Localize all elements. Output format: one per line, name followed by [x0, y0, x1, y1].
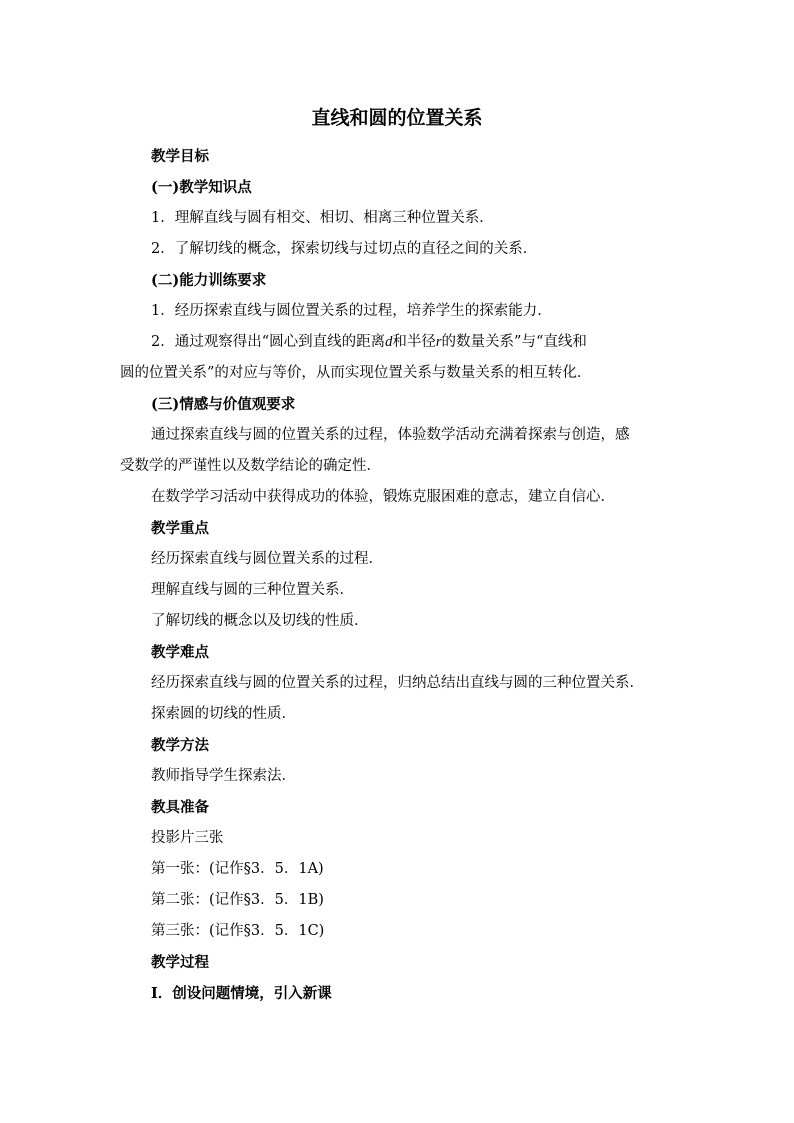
- tools-item-2: 第二张：(记作§3．5．1B): [151, 892, 324, 908]
- ability-item-1: 1．经历探索直线与圆位置关系的过程，培养学生的探索能力．: [151, 303, 552, 319]
- method-item-1: 教师指导学生探索法．: [151, 768, 296, 784]
- emotion-item-1-continued: 受数学的严谨性以及数学结论的确定性．: [120, 458, 381, 474]
- ability-item-2: [120, 327, 680, 358]
- key-point-3: 了解切线的概念以及切线的性质．: [151, 613, 369, 629]
- key-point-1: 经历探索直线与圆位置关系的过程．: [151, 551, 383, 567]
- difficult-point-2: 探索圆的切线的性质．: [151, 706, 296, 722]
- variable-r: r: [435, 334, 442, 350]
- knowledge-item-1: 1．理解直线与圆有相交、相切、相离三种位置关系．: [151, 210, 494, 226]
- heading-teaching-goals: 教学目标: [151, 148, 209, 165]
- variable-d: d: [385, 334, 393, 350]
- ability-item-2-continued: 圆的位置关系”的对应与等价，从而实现位置关系与数量关系的相互转化．: [120, 365, 592, 381]
- heading-teaching-method: 教学方法: [151, 737, 209, 754]
- emotion-item-2: 在数学学习活动中获得成功的体验，锻炼克服困难的意志，建立自信心．: [151, 489, 615, 505]
- tools-item-3: 第三张：(记作§3．5．1C): [151, 923, 325, 939]
- tools-item-0: 投影片三张: [151, 830, 224, 846]
- heading-ability-requirements: (二)能力训练要求: [151, 272, 267, 289]
- heading-emotion-values: (三)情感与价值观要求: [151, 396, 296, 413]
- heading-teaching-process: 教学过程: [151, 954, 209, 971]
- heading-teaching-tools: 教具准备: [151, 799, 209, 816]
- knowledge-item-2: 2．了解切线的概念，探索切线与过切点的直径之间的关系．: [151, 241, 538, 257]
- document-body: [120, 141, 680, 1009]
- ability-item-2-text-a: 2．通过观察得出“圆心到直线的距离: [151, 334, 386, 350]
- heading-difficult-points: 教学难点: [151, 644, 209, 661]
- tools-item-1: 第一张：(记作§3．5．1A): [151, 861, 324, 877]
- ability-item-2-text-b: 和半径: [392, 334, 436, 350]
- heading-key-points: 教学重点: [151, 520, 209, 537]
- emotion-item-1: 通过探索直线与圆的位置关系的过程，体验数学活动充满着探索与创造，感: [151, 427, 630, 443]
- difficult-point-1: 经历探索直线与圆的位置关系的过程，归纳总结出直线与圆的三种位置关系．: [151, 675, 644, 691]
- process-step-1: Ⅰ．创设问题情境，引入新课: [151, 985, 332, 1002]
- document-title: 直线和圆的位置关系: [311, 107, 483, 129]
- heading-knowledge-points: (一)教学知识点: [151, 179, 252, 196]
- ability-item-2-text-c: 的数量关系”与“直线和: [441, 334, 587, 350]
- key-point-2: 理解直线与圆的三种位置关系．: [151, 582, 354, 598]
